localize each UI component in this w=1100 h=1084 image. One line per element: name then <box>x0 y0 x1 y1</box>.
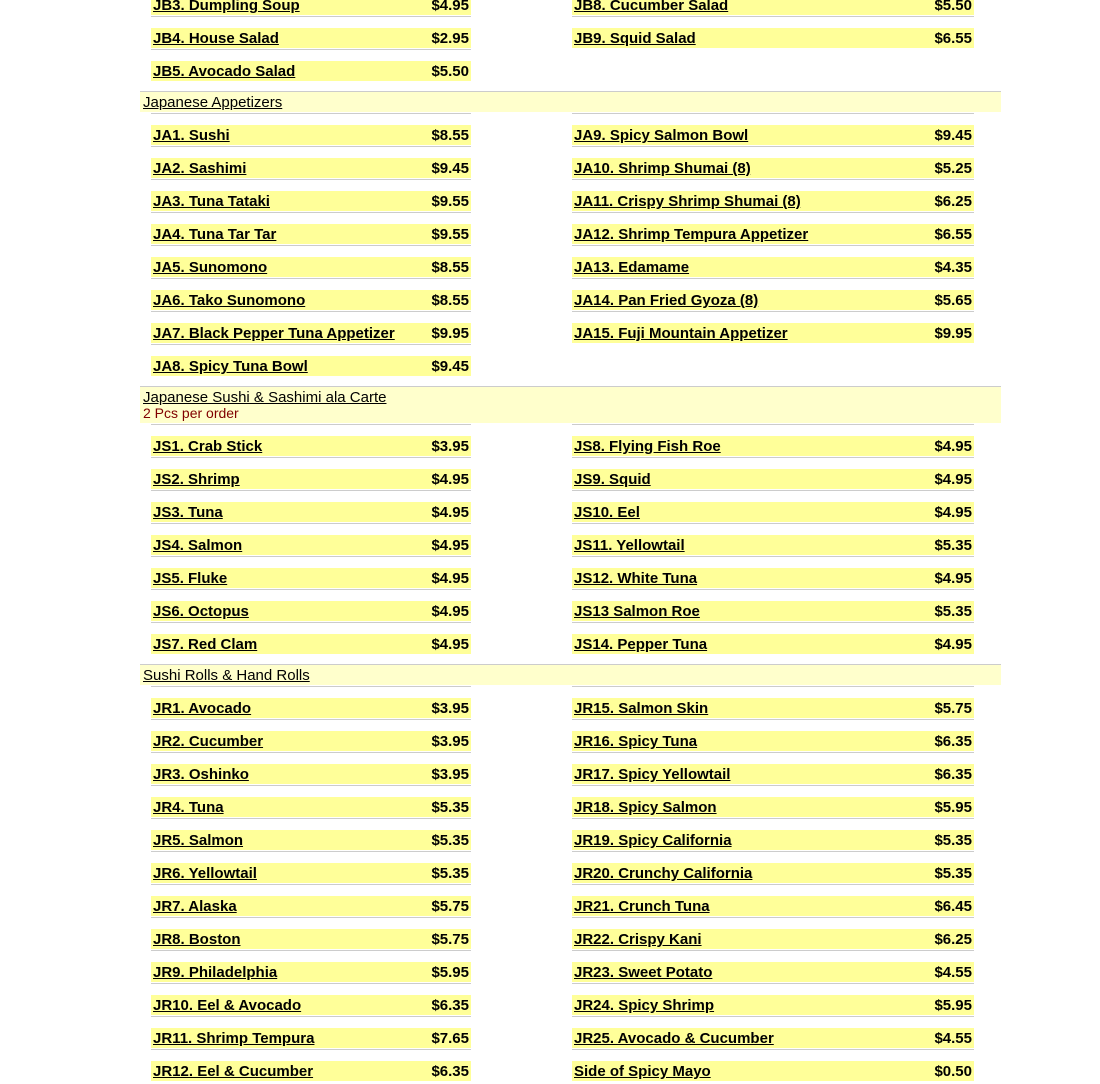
menu-item-link[interactable]: JA7. Black Pepper Tuna Appetizer <box>153 325 395 342</box>
menu-item-row <box>151 28 471 48</box>
menu-item-link[interactable]: JA14. Pan Fried Gyoza (8) <box>574 292 759 309</box>
menu-item-row <box>151 896 471 916</box>
menu-item-link[interactable]: JB4. House Salad <box>153 30 279 47</box>
menu-item-price: $5.25 <box>934 160 972 177</box>
menu-item-link[interactable]: JA4. Tuna Tar Tar <box>153 226 277 243</box>
row-divider <box>151 311 471 312</box>
row-divider <box>572 113 974 114</box>
menu-item-link[interactable]: JA12. Shrimp Tempura Appetizer <box>574 226 809 243</box>
menu-item-price: $4.95 <box>431 636 469 653</box>
menu-item-row <box>572 191 974 211</box>
menu-item-price: $7.65 <box>431 1030 469 1047</box>
row-divider <box>572 457 974 458</box>
menu-item-price: $4.95 <box>431 570 469 587</box>
menu-item-link[interactable]: JR15. Salmon Skin <box>574 700 709 717</box>
menu-item-price: $9.95 <box>934 325 972 342</box>
row-divider <box>572 589 974 590</box>
menu-item-row <box>151 224 471 244</box>
row-divider <box>572 179 974 180</box>
menu-item-row <box>572 1061 974 1081</box>
menu-item-price: $3.95 <box>431 733 469 750</box>
row-divider <box>151 1016 471 1017</box>
menu-item-link[interactable]: JS5. Fluke <box>153 570 228 587</box>
section-header <box>140 386 1001 423</box>
menu-item-row <box>151 962 471 982</box>
menu-item-price: $8.55 <box>431 127 469 144</box>
menu-item-price: $5.35 <box>431 799 469 816</box>
menu-item-row <box>151 601 471 621</box>
menu-item-price: $4.35 <box>934 259 972 276</box>
row-divider <box>151 344 471 345</box>
row-divider <box>572 752 974 753</box>
menu-item-price: $9.55 <box>431 226 469 243</box>
menu-item-row <box>572 323 974 343</box>
row-divider <box>151 686 471 687</box>
menu-item-row <box>151 502 471 522</box>
row-divider <box>151 556 471 557</box>
menu-item-link[interactable]: JS13 Salmon Roe <box>574 603 700 620</box>
menu-item-row <box>572 601 974 621</box>
menu-item-row <box>572 698 974 718</box>
row-divider <box>151 490 471 491</box>
menu-item-row <box>151 1061 471 1081</box>
row-divider <box>572 278 974 279</box>
menu-item-link[interactable]: JS3. Tuna <box>153 504 223 521</box>
menu-item-price: $8.55 <box>431 292 469 309</box>
row-divider <box>151 752 471 753</box>
section-header <box>140 91 1001 112</box>
menu-item-price: $4.95 <box>431 603 469 620</box>
row-divider <box>151 245 471 246</box>
menu-item-row <box>151 469 471 489</box>
menu-item-row <box>572 257 974 277</box>
menu-item-price: $5.35 <box>431 832 469 849</box>
menu-item-link[interactable]: JS1. Crab Stick <box>153 438 263 455</box>
row-divider <box>572 950 974 951</box>
menu-item-price: $4.95 <box>431 0 469 14</box>
menu-item-row <box>572 1028 974 1048</box>
section-subtitle: 2 Pcs per order <box>143 405 239 421</box>
menu-item-row <box>572 797 974 817</box>
section-header <box>140 664 1001 685</box>
menu-item-link[interactable]: JS7. Red Clam <box>153 636 258 653</box>
menu-item-link[interactable]: JA3. Tuna Tataki <box>153 193 270 210</box>
menu-item-link[interactable]: JR8. Boston <box>153 931 241 948</box>
menu-item-row <box>151 797 471 817</box>
menu-item-link[interactable]: JR12. Eel & Cucumber <box>153 1063 314 1080</box>
menu-item-link[interactable]: JB5. Avocado Salad <box>153 63 296 80</box>
menu-item-row <box>572 634 974 654</box>
menu-item-row <box>572 568 974 588</box>
row-divider <box>572 884 974 885</box>
menu-item-link[interactable]: JR3. Oshinko <box>153 766 249 783</box>
section-divider <box>140 386 1001 387</box>
menu-item-link[interactable]: JR18. Spicy Salmon <box>574 799 717 816</box>
row-divider <box>151 146 471 147</box>
row-divider <box>151 917 471 918</box>
menu-item-link[interactable]: JR1. Avocado <box>153 700 252 717</box>
menu-item-price: $9.45 <box>431 358 469 375</box>
menu-item-row <box>151 568 471 588</box>
menu-item-link[interactable]: JS14. Pepper Tuna <box>574 636 708 653</box>
row-divider <box>572 785 974 786</box>
menu-item-link[interactable]: JB8. Cucumber Salad <box>574 0 729 14</box>
row-divider <box>151 49 471 50</box>
menu-item-row <box>572 962 974 982</box>
menu-item-price: $5.75 <box>431 898 469 915</box>
menu-item-row <box>151 995 471 1015</box>
menu-item-price: $4.95 <box>934 471 972 488</box>
row-divider <box>572 917 974 918</box>
row-divider <box>151 424 471 425</box>
menu-item-price: $4.95 <box>431 504 469 521</box>
menu-item-link[interactable]: JR11. Shrimp Tempura <box>153 1030 315 1047</box>
menu-item-price: $5.35 <box>934 865 972 882</box>
row-divider <box>151 884 471 885</box>
row-divider <box>151 622 471 623</box>
menu-item-link[interactable]: JS8. Flying Fish Roe <box>574 438 721 455</box>
menu-item-row <box>151 191 471 211</box>
row-divider <box>572 1049 974 1050</box>
section-title[interactable]: Sushi Rolls & Hand Rolls <box>143 667 310 684</box>
menu-item-row <box>151 290 471 310</box>
menu-item-price: $4.55 <box>934 1030 972 1047</box>
menu-item-price: $5.75 <box>934 700 972 717</box>
menu-item-price: $5.95 <box>934 997 972 1014</box>
menu-item-price: $4.55 <box>934 964 972 981</box>
menu-item-link[interactable]: JR2. Cucumber <box>153 733 264 750</box>
menu-item-price: $6.55 <box>934 226 972 243</box>
menu-item-row <box>151 158 471 178</box>
menu-item-row <box>151 731 471 751</box>
menu-item-link[interactable]: JR9. Philadelphia <box>153 964 278 981</box>
menu-item-row <box>151 257 471 277</box>
row-divider <box>572 212 974 213</box>
menu-item-link[interactable]: JB3. Dumpling Soup <box>153 0 300 14</box>
menu-item-row <box>151 356 471 376</box>
row-divider <box>151 785 471 786</box>
menu-item-price: $6.35 <box>934 766 972 783</box>
menu-item-link[interactable]: JA8. Spicy Tuna Bowl <box>153 358 308 375</box>
menu-item-link[interactable]: JR17. Spicy Yellowtail <box>574 766 731 783</box>
menu-item-link[interactable]: JR7. Alaska <box>153 898 237 915</box>
row-divider <box>572 245 974 246</box>
menu-item-price: $6.25 <box>934 193 972 210</box>
menu-item-link[interactable]: JR23. Sweet Potato <box>574 964 713 981</box>
row-divider <box>572 622 974 623</box>
menu-item-link[interactable]: JA9. Spicy Salmon Bowl <box>574 127 749 144</box>
menu-item-row <box>151 764 471 784</box>
row-divider <box>572 146 974 147</box>
menu-item-price: $6.35 <box>934 733 972 750</box>
menu-item-link[interactable]: JR4. Tuna <box>153 799 224 816</box>
menu-item-link[interactable]: JR21. Crunch Tuna <box>574 898 710 915</box>
menu-item-price: $3.95 <box>431 700 469 717</box>
row-divider <box>151 113 471 114</box>
menu-item-link[interactable]: JS6. Octopus <box>153 603 249 620</box>
menu-item-price: $4.95 <box>431 471 469 488</box>
menu-item-price: $9.45 <box>934 127 972 144</box>
menu-item-price: $6.35 <box>431 997 469 1014</box>
menu-item-link[interactable]: JA2. Sashimi <box>153 160 247 177</box>
menu-item-row <box>151 830 471 850</box>
menu-item-link[interactable]: JR6. Yellowtail <box>153 865 257 882</box>
row-divider <box>151 1049 471 1050</box>
menu-item-price: $5.35 <box>934 537 972 554</box>
section-divider <box>140 91 1001 92</box>
menu-item-price: $3.95 <box>431 766 469 783</box>
menu-item-link[interactable]: JA10. Shrimp Shumai (8) <box>574 160 751 177</box>
menu-item-row <box>572 896 974 916</box>
menu-item-row <box>151 535 471 555</box>
menu-item-link[interactable]: Side of Spicy Mayo <box>574 1063 711 1080</box>
menu-item-price: $9.95 <box>431 325 469 342</box>
row-divider <box>151 278 471 279</box>
menu-item-row <box>151 61 471 81</box>
menu-item-row <box>151 323 471 343</box>
section-divider <box>140 664 1001 665</box>
menu-item-price: $4.95 <box>934 636 972 653</box>
menu-item-link[interactable]: JR22. Crispy Kani <box>574 931 702 948</box>
row-divider <box>572 719 974 720</box>
menu-item-price: $5.35 <box>431 865 469 882</box>
menu-item-price: $6.55 <box>934 30 972 47</box>
menu-item-price: $4.95 <box>934 438 972 455</box>
menu-item-price: $9.45 <box>431 160 469 177</box>
menu-item-link[interactable]: JA6. Tako Sunomono <box>153 292 306 309</box>
menu-item-row <box>572 995 974 1015</box>
menu-item-price: $6.45 <box>934 898 972 915</box>
menu-item-row <box>151 634 471 654</box>
row-divider <box>151 818 471 819</box>
menu-item-link[interactable]: JS4. Salmon <box>153 537 243 554</box>
menu-item-price: $4.95 <box>431 537 469 554</box>
menu-item-price: $5.50 <box>934 0 972 14</box>
menu-item-row <box>572 764 974 784</box>
menu-item-price: $2.95 <box>431 30 469 47</box>
row-divider <box>572 556 974 557</box>
row-divider <box>151 851 471 852</box>
menu-item-link[interactable]: JS12. White Tuna <box>574 570 698 587</box>
menu-item-link[interactable]: JS2. Shrimp <box>153 471 240 488</box>
row-divider <box>151 983 471 984</box>
row-divider <box>572 1016 974 1017</box>
row-divider <box>151 179 471 180</box>
menu-item-row <box>572 929 974 949</box>
row-divider <box>151 523 471 524</box>
menu-item-price: $5.35 <box>934 832 972 849</box>
menu-item-price: $5.95 <box>431 964 469 981</box>
menu-item-row <box>151 0 471 15</box>
menu-item-price: $4.95 <box>934 570 972 587</box>
menu-item-row <box>151 1028 471 1048</box>
menu-item-price: $5.75 <box>431 931 469 948</box>
menu-item-row <box>151 929 471 949</box>
menu-item-row <box>151 863 471 883</box>
menu-item-price: $5.95 <box>934 799 972 816</box>
row-divider <box>151 950 471 951</box>
row-divider <box>572 16 974 17</box>
menu-item-link[interactable]: JS10. Eel <box>574 504 640 521</box>
menu-item-link[interactable]: JR25. Avocado & Cucumber <box>574 1030 774 1047</box>
row-divider <box>572 424 974 425</box>
menu-item-price: $9.55 <box>431 193 469 210</box>
menu-item-row <box>572 863 974 883</box>
menu-item-link[interactable]: JA5. Sunomono <box>153 259 268 276</box>
row-divider <box>151 16 471 17</box>
row-divider <box>572 523 974 524</box>
menu-item-row <box>572 0 974 15</box>
menu-item-link[interactable]: JA15. Fuji Mountain Appetizer <box>574 325 788 342</box>
row-divider <box>151 719 471 720</box>
menu-item-price: $3.95 <box>431 438 469 455</box>
row-divider <box>572 851 974 852</box>
menu-item-row <box>572 28 974 48</box>
menu-item-price: $8.55 <box>431 259 469 276</box>
menu-item-link[interactable]: JR5. Salmon <box>153 832 244 849</box>
menu-item-link[interactable]: JR16. Spicy Tuna <box>574 733 698 750</box>
row-divider <box>572 490 974 491</box>
row-divider <box>572 686 974 687</box>
menu-item-row <box>572 731 974 751</box>
row-divider <box>572 311 974 312</box>
menu-item-link[interactable]: JA13. Edamame <box>574 259 690 276</box>
menu-item-link[interactable]: JR20. Crunchy California <box>574 865 753 882</box>
menu-item-price: $5.35 <box>934 603 972 620</box>
menu-item-row <box>572 125 974 145</box>
row-divider <box>151 457 471 458</box>
menu-item-row <box>572 830 974 850</box>
menu-item-price: $5.50 <box>431 63 469 80</box>
menu-item-link[interactable]: JS11. Yellowtail <box>574 537 685 554</box>
row-divider <box>151 212 471 213</box>
menu-item-row <box>572 535 974 555</box>
menu-item-link[interactable]: JA1. Sushi <box>153 127 230 144</box>
menu-item-price: $6.25 <box>934 931 972 948</box>
menu-item-row <box>151 436 471 456</box>
menu-item-link[interactable]: JB9. Squid Salad <box>574 30 696 47</box>
menu-item-row <box>572 436 974 456</box>
menu-item-link[interactable]: JR10. Eel & Avocado <box>153 997 302 1014</box>
menu-item-link[interactable]: JR19. Spicy California <box>574 832 732 849</box>
menu-item-price: $5.65 <box>934 292 972 309</box>
menu-item-row <box>572 290 974 310</box>
row-divider <box>572 983 974 984</box>
menu-item-price: $0.50 <box>934 1063 972 1080</box>
menu-item-link[interactable]: JR24. Spicy Shrimp <box>574 997 715 1014</box>
menu-item-row <box>572 502 974 522</box>
section-title[interactable]: Japanese Sushi & Sashimi ala Carte <box>143 389 387 406</box>
menu-item-link[interactable]: JS9. Squid <box>574 471 651 488</box>
row-divider <box>572 818 974 819</box>
menu-item-price: $4.95 <box>934 504 972 521</box>
menu-item-row <box>572 469 974 489</box>
menu-item-price: $6.35 <box>431 1063 469 1080</box>
menu-item-row <box>151 125 471 145</box>
menu-item-row <box>572 158 974 178</box>
menu-item-row <box>151 698 471 718</box>
menu-item-link[interactable]: JA11. Crispy Shrimp Shumai (8) <box>574 193 801 210</box>
row-divider <box>151 589 471 590</box>
menu-item-row <box>572 224 974 244</box>
section-title[interactable]: Japanese Appetizers <box>143 94 283 111</box>
